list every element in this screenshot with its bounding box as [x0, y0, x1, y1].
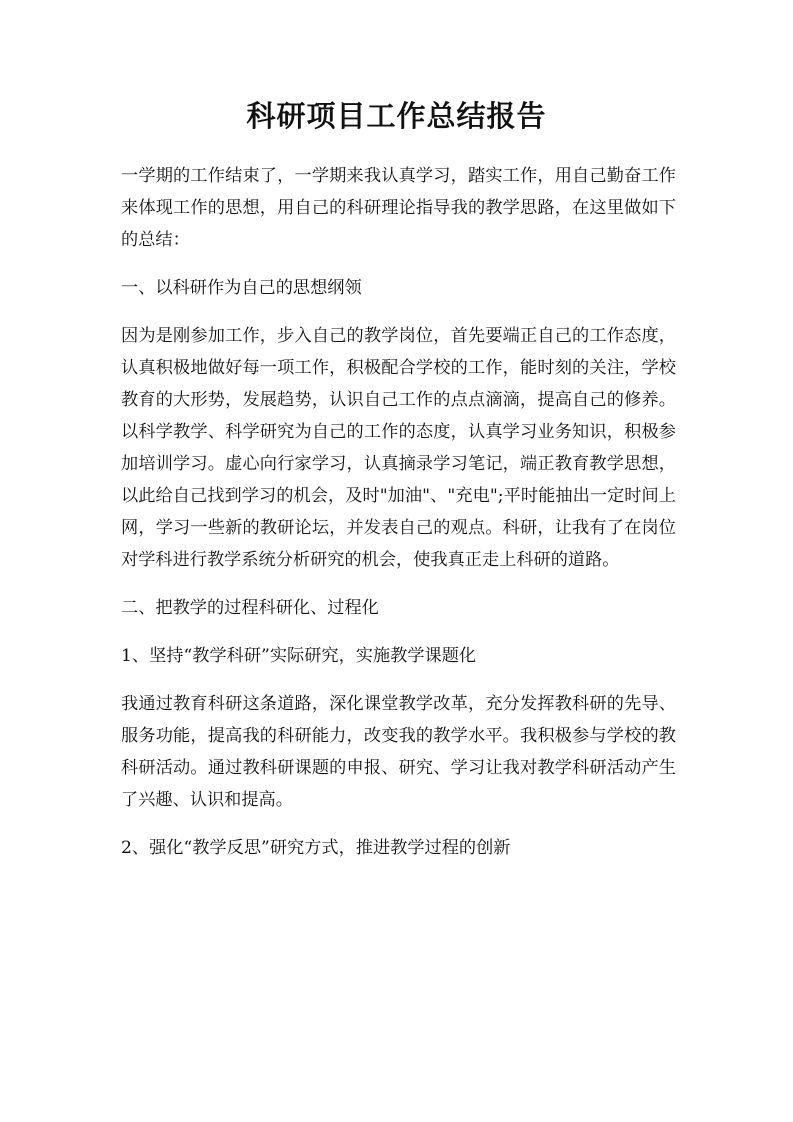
document-body: [121, 160, 676, 880]
document-title: 科研项目工作总结报告: [246, 99, 547, 133]
section-1-heading: 一、以科研作为自己的思想纲领: [121, 278, 362, 298]
section-2-heading: 二、把教学的过程科研化、过程化: [121, 598, 379, 618]
section-1-paragraph: 因为是刚参加工作，步入自己的教学岗位，首先要端正自己的工作态度，认真积极地做好每一项工作，积极配合学校的工作，能时刻的关注，学校教育的大形势，发展趋势，认识自己工作的点点滴滴，提高自己的修养。以科学教学、科学研究为自己的工作的态度，认真学习业务知识，积极参加培训学习。虚心向行家学习，认真摘录学习笔记，端正教育教学思想，以此给自己找到学习的机会，及时"加油"、"充电";平时能抽出一定时间上网，学习一些新的教研论坛，并发表自己的观点。科研，让我有了在岗位对学科进行教学系统分析研究的机会，使我真正走上科研的道路。: [121, 326, 676, 570]
subsection-2-1-paragraph: 我通过教育科研这条道路，深化课堂教学改革，充分发挥教科研的先导、服务功能，提高我的科研能力，改变我的教学水平。我积极参与学校的教科研活动。通过教科研课题的申报、研究、学习让我对教学科研活动产生了兴趣、认识和提高。: [121, 694, 676, 810]
intro-paragraph: 一学期的工作结束了，一学期来我认真学习，踏实工作，用自己勤奋工作来体现工作的思想，用自己的科研理论指导我的教学思路，在这里做如下的总结：: [121, 166, 676, 250]
subsection-2-2-heading: 2、强化“教学反思”研究方式，推进教学过程的创新: [121, 838, 511, 858]
subsection-2-1-heading: 1、坚持“教学科研”实际研究，实施教学课题化: [121, 646, 477, 666]
